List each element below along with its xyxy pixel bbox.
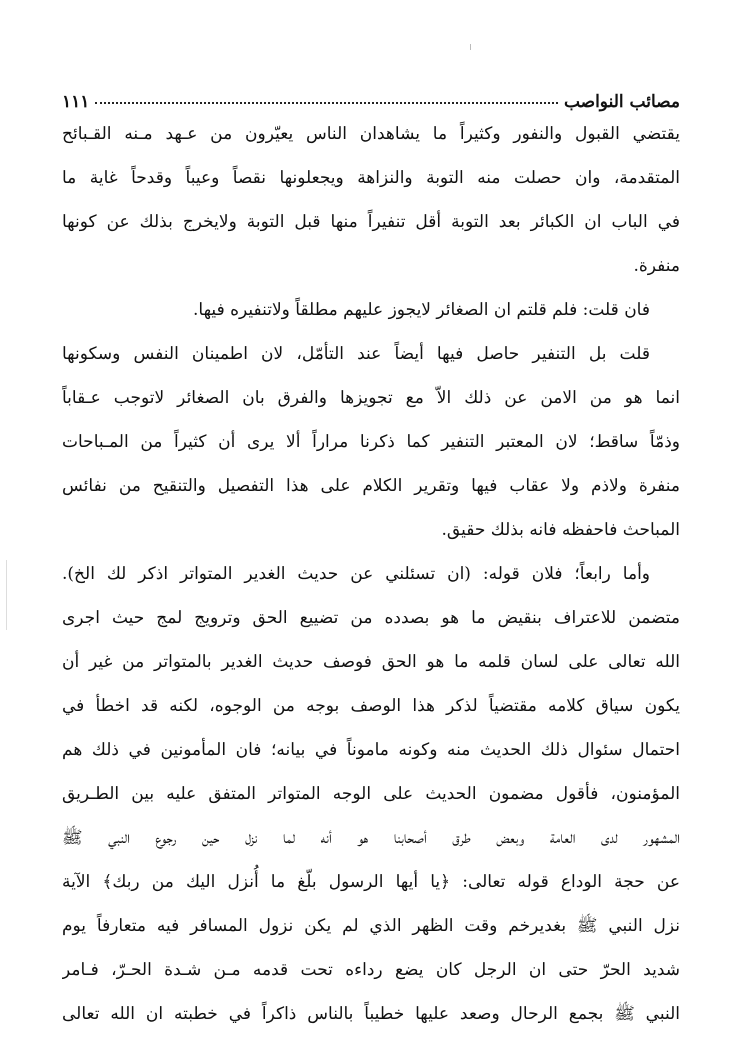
- text-line: قلت بل التنفير حاصل فيها أيضاً عند التأمّل، لان اطمينان النفس وسكونها: [62, 344, 650, 364]
- book-title: مصائب النواصب: [563, 92, 680, 112]
- text-line: يقتضي القبول والنفور وكثيراً ما يشاهدان الناس يعيّرون من عـهد مـنه القـبائح: [62, 124, 680, 144]
- text-line: يكون سياق كلامه مقتضياً لذكر هذا الوصف بوجه من الوجوه، لكنه قد اخطأ في: [62, 696, 680, 716]
- text-line: في الباب ان الكبائر بعد التوبة أقل تنفيراً منها قبل التوبة ولايخرج بذلك عن كونها: [62, 212, 680, 232]
- text-line: المؤمنون، فأقول مضمون الحديث على الوجه المتواتر المتفق عليه بين الطـريق: [62, 784, 680, 804]
- text-line: متضمن للاعتراف بنقيض ما هو بصدده من تضييع الحق وترويج لمج حيث اجرى: [62, 608, 680, 628]
- text-line: منفرة.: [633, 256, 680, 276]
- scan-edge-mark: [6, 560, 7, 630]
- text-line: فان قلت: فلم قلتم ان الصغائر لايجوز عليهم مطلقاً ولاتنفيره فيها.: [193, 300, 650, 320]
- scan-mark: [470, 44, 471, 50]
- text-line: انما هو من الامن عن ذلك الاّ مع تجويزها والفرق بان الصغائر لاتوجب عـقاباً: [62, 388, 680, 408]
- text-line: عن حجة الوداع قوله تعالى: ﴿يا أيها الرسول بلّغ ما أُنزل اليك من ربك﴾ الآية: [62, 872, 680, 892]
- text-line: شديد الحرّ حتى ان الرجل كان يضع رداءه تحت قدمه مـن شـدة الحـرّ، فـامر: [62, 960, 680, 980]
- text-line: وأما رابعاً؛ فلان قوله: (ان تسئلني عن حديث الغدير المتواتر اذكر لك الخ).: [62, 564, 650, 584]
- dot-leader: [95, 101, 558, 104]
- text-line: المباحث فاحفظه فانه بذلك حقيق.: [441, 520, 680, 540]
- text-line: وذمّاً ساقط؛ لان المعتبر التنفير كما ذكرنا مراراً ألا يرى أن كثيراً من المـباحات: [62, 432, 680, 452]
- running-header: [62, 78, 680, 112]
- text-line: منفرة ولاذم ولا عقاب فيها وتقرير الكلام على هذا التفصيل والتنقيح من نفائس: [62, 476, 680, 496]
- text-line: الله تعالى على لسان قلمه ما هو الحق فوصف حديث الغدير بالمتواتر من غير أن: [62, 652, 680, 672]
- text-line: المتقدمة، وان حصلت منه التوبة والنزاهة ويجعلونها نقصاً وعيباً وقدحاً غاية ما: [62, 168, 680, 188]
- text-line: المشهور لدى العامة وبعض طرق أصحابنا هو أنه لما نزل حين رجوع النبي ﷺ: [62, 828, 680, 848]
- text-line: نزل النبي ﷺ بغديرخم وقت الظهر الذي لم يكن نزول المسافر فيه متعارفاً يوم: [62, 916, 680, 936]
- text-line: احتمال سئوال ذلك الحديث منه وكونه ماموناً في بيانه؛ فان المأمونين في ذلك هم: [62, 740, 680, 760]
- page-number: ١١١: [62, 92, 90, 112]
- text-line: النبي ﷺ بجمع الرحال وصعد عليها خطيباً بالناس ذاكراً في خطبته ان الله تعالى: [62, 1004, 680, 1024]
